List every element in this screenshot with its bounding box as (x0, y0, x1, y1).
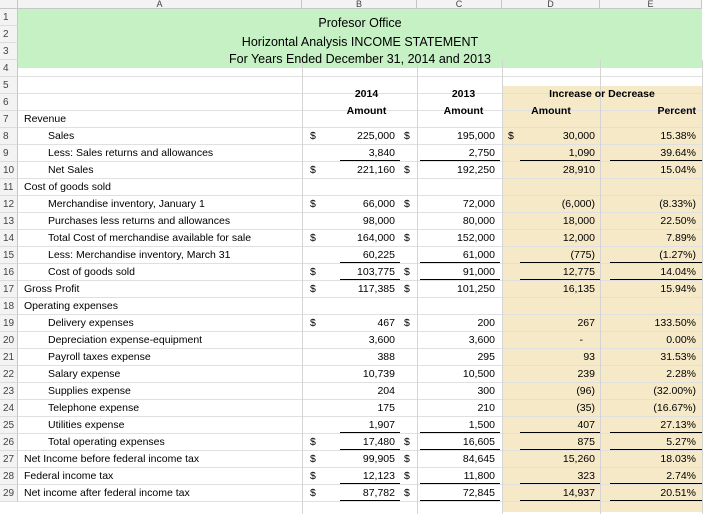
total-underline (340, 279, 400, 280)
amount-2014-cell[interactable]: 1,907 (368, 419, 395, 431)
currency-2014[interactable]: $ (310, 317, 316, 329)
row-header[interactable]: 25 (0, 417, 18, 434)
select-all-corner[interactable] (0, 0, 18, 9)
amount-2014-cell[interactable]: 204 (377, 385, 395, 397)
change-amount-cell[interactable]: 407 (577, 419, 595, 431)
amount-2014-cell[interactable]: 3,840 (368, 147, 395, 159)
column-header-d[interactable]: D (502, 0, 600, 9)
total-underline (610, 500, 702, 501)
currency-2013[interactable]: $ (404, 453, 410, 465)
amount-2013-cell[interactable]: 80,000 (462, 215, 495, 227)
row-header[interactable]: 29 (0, 485, 18, 502)
total-underline (520, 262, 600, 263)
total-underline (520, 500, 600, 501)
currency-2013[interactable]: $ (404, 470, 410, 482)
row-header[interactable]: 1 (0, 9, 18, 26)
amount-2013-cell[interactable]: 72,845 (462, 487, 495, 499)
row-header[interactable]: 16 (0, 264, 18, 281)
column-header-b[interactable]: B (302, 0, 417, 9)
amount-2013-cell[interactable]: 200 (477, 317, 495, 329)
percent-cell[interactable]: 15.38% (660, 130, 696, 142)
percent-cell[interactable]: 7.89% (666, 232, 696, 244)
row-label[interactable]: Purchases less returns and allowances (48, 215, 231, 227)
row-header[interactable]: 11 (0, 179, 18, 196)
change-amount-cell[interactable]: 16,135 (562, 283, 595, 295)
row-header[interactable]: 4 (0, 60, 18, 77)
amount-2013-cell[interactable]: 295 (477, 351, 495, 363)
row-header[interactable]: 19 (0, 315, 18, 332)
row-header[interactable]: 2 (0, 26, 18, 43)
currency-2014[interactable]: $ (310, 198, 316, 210)
percent-cell[interactable]: 15.04% (660, 164, 696, 176)
header-increase-decrease: Increase or Decrease (549, 88, 655, 100)
change-amount-cell[interactable]: (35) (576, 402, 595, 414)
change-amount-cell[interactable]: 93 (583, 351, 595, 363)
amount-2013-cell[interactable]: 10,500 (462, 368, 495, 380)
statement-title: Horizontal Analysis INCOME STATEMENT (241, 35, 479, 49)
total-underline (340, 449, 400, 450)
row-header[interactable]: 22 (0, 366, 18, 383)
currency-2014[interactable]: $ (310, 266, 316, 278)
amount-2014-cell[interactable]: 87,782 (362, 487, 395, 499)
currency-2013[interactable]: $ (404, 487, 410, 499)
row-header[interactable]: 28 (0, 468, 18, 485)
change-amount-cell[interactable]: 30,000 (562, 130, 595, 142)
currency-2014[interactable]: $ (310, 130, 316, 142)
row-label[interactable]: Federal income tax (24, 470, 114, 482)
row-header[interactable]: 26 (0, 434, 18, 451)
column-header-a[interactable]: A (18, 0, 302, 9)
amount-2013-cell[interactable]: 2,750 (468, 147, 495, 159)
row-header[interactable]: 10 (0, 162, 18, 179)
statement-period: For Years Ended December 31, 2014 and 2013 (229, 52, 491, 66)
row-label[interactable]: Merchandise inventory, January 1 (48, 198, 205, 210)
row-header[interactable]: 9 (0, 145, 18, 162)
currency-2014[interactable]: $ (310, 453, 316, 465)
row-header[interactable]: 13 (0, 213, 18, 230)
total-underline (520, 483, 600, 484)
amount-2013-cell[interactable]: 152,000 (457, 232, 495, 244)
column-header-c[interactable]: C (417, 0, 502, 9)
row-header[interactable]: 5 (0, 77, 18, 94)
change-amount-cell[interactable]: 12,775 (562, 266, 595, 278)
amount-2013-cell[interactable]: 3,600 (468, 334, 495, 346)
row-header[interactable]: 3 (0, 43, 18, 60)
amount-2013-cell[interactable]: 91,000 (462, 266, 495, 278)
amount-2013-cell[interactable]: 101,250 (457, 283, 495, 295)
amount-2013-cell[interactable]: 195,000 (457, 130, 495, 142)
currency-2014[interactable]: $ (310, 283, 316, 295)
amount-2013-cell[interactable]: 16,605 (462, 436, 495, 448)
amount-2014-cell[interactable]: 467 (377, 317, 395, 329)
row-label[interactable]: Net income after federal income tax (24, 487, 190, 499)
row-header[interactable]: 18 (0, 298, 18, 315)
total-underline (420, 279, 500, 280)
column-gridline (702, 60, 703, 514)
change-amount-cell[interactable]: 12,000 (562, 232, 595, 244)
percent-cell[interactable]: 5.27% (666, 436, 696, 448)
total-underline (520, 279, 600, 280)
currency-2014[interactable]: $ (310, 470, 316, 482)
total-underline (520, 432, 600, 433)
percent-cell[interactable]: (32.00%) (653, 385, 696, 397)
amount-2014-cell[interactable]: 164,000 (357, 232, 395, 244)
percent-cell[interactable]: (8.33%) (659, 198, 696, 210)
amount-2013-cell[interactable]: 1,500 (468, 419, 495, 431)
change-amount-cell[interactable]: - (579, 334, 583, 346)
total-underline (610, 483, 702, 484)
row-header[interactable]: 20 (0, 332, 18, 349)
amount-2014-cell[interactable]: 60,225 (362, 249, 395, 261)
percent-cell[interactable]: 0.00% (666, 334, 696, 346)
column-gridline (502, 60, 503, 514)
amount-2014-cell[interactable]: 66,000 (362, 198, 395, 210)
company-name: Profesor Office (318, 16, 402, 30)
change-amount-cell[interactable]: 267 (577, 317, 595, 329)
column-gridline (600, 60, 601, 514)
row-label[interactable]: Revenue (24, 113, 67, 125)
total-underline (420, 160, 500, 161)
row-header[interactable]: 24 (0, 400, 18, 417)
total-underline (340, 500, 400, 501)
total-underline (520, 449, 600, 450)
row-header[interactable]: 14 (0, 230, 18, 247)
amount-2013-cell[interactable]: 192,250 (457, 164, 495, 176)
currency-2013[interactable]: $ (404, 266, 410, 278)
currency-2013[interactable]: $ (404, 164, 410, 176)
row-label[interactable]: Less: Merchandise inventory, March 31 (48, 249, 231, 261)
amount-2014-cell[interactable]: 3,600 (368, 334, 395, 346)
row-label[interactable]: Depreciation expense-equipment (48, 334, 203, 346)
amount-2014-cell[interactable]: 388 (377, 351, 395, 363)
row-label[interactable]: Salary expense (48, 368, 121, 380)
percent-cell[interactable]: (1.27%) (659, 249, 696, 261)
currency-2014[interactable]: $ (310, 436, 316, 448)
total-underline (610, 279, 702, 280)
row-header[interactable]: 6 (0, 94, 18, 111)
header-amount-2013: Amount (443, 105, 484, 117)
amount-2014-cell[interactable]: 99,905 (362, 453, 395, 465)
row-label[interactable]: Cost of goods sold (24, 181, 111, 193)
currency-2013[interactable]: $ (404, 317, 410, 329)
amount-2014-cell[interactable]: 98,000 (362, 215, 395, 227)
row-label[interactable]: Telephone expense (48, 402, 140, 414)
percent-cell[interactable]: 15.94% (660, 283, 696, 295)
amount-2014-cell[interactable]: 10,739 (362, 368, 395, 380)
total-underline (340, 432, 400, 433)
row-label[interactable]: Cost of goods sold (48, 266, 135, 278)
row-label[interactable]: Less: Sales returns and allowances (48, 147, 214, 159)
percent-cell[interactable]: 27.13% (660, 419, 696, 431)
amount-2013-cell[interactable]: 61,000 (462, 249, 495, 261)
percent-cell[interactable]: 22.50% (660, 215, 696, 227)
total-underline (340, 483, 400, 484)
row-header[interactable]: 27 (0, 451, 18, 468)
percent-cell[interactable]: 39.64% (660, 147, 696, 159)
row-label[interactable]: Delivery expenses (48, 317, 134, 329)
row-header[interactable]: 8 (0, 128, 18, 145)
row-label[interactable]: Payroll taxes expense (48, 351, 151, 363)
total-underline (340, 262, 400, 263)
percent-cell[interactable]: 133.50% (654, 317, 696, 329)
row-label[interactable]: Sales (48, 130, 75, 142)
total-underline (520, 160, 600, 161)
column-gridline (302, 60, 303, 514)
amount-2014-cell[interactable]: 12,123 (362, 470, 395, 482)
row-label[interactable]: Utilities expense (48, 419, 125, 431)
row-header[interactable]: 7 (0, 111, 18, 128)
amount-2014-cell[interactable]: 17,480 (362, 436, 395, 448)
column-gridline (417, 60, 418, 514)
total-underline (420, 432, 500, 433)
amount-2014-cell[interactable]: 117,385 (357, 283, 395, 295)
amount-2013-cell[interactable]: 210 (477, 402, 495, 414)
row-label[interactable]: Net Sales (48, 164, 94, 176)
row-header[interactable]: 17 (0, 281, 18, 298)
total-underline (610, 432, 702, 433)
amount-2013-cell[interactable]: 84,645 (462, 453, 495, 465)
currency-2013[interactable]: $ (404, 130, 410, 142)
percent-cell[interactable]: (16.67%) (653, 402, 696, 414)
total-underline (420, 483, 500, 484)
currency-2014[interactable]: $ (310, 232, 316, 244)
row-header[interactable]: 23 (0, 383, 18, 400)
amount-2014-cell[interactable]: 175 (377, 402, 395, 414)
header-amount-2014: Amount (346, 105, 387, 117)
change-amount-cell[interactable]: 1,090 (568, 147, 595, 159)
amount-2014-cell[interactable]: 225,000 (357, 130, 395, 142)
row-header[interactable]: 12 (0, 196, 18, 213)
percent-cell[interactable]: 2.74% (666, 470, 696, 482)
row-label[interactable]: Total operating expenses (48, 436, 165, 448)
currency-2014[interactable]: $ (310, 164, 316, 176)
total-underline (420, 449, 500, 450)
total-underline (420, 262, 500, 263)
change-amount-cell[interactable]: (775) (570, 249, 595, 261)
percent-cell[interactable]: 20.51% (660, 487, 696, 499)
column-header-e[interactable]: E (600, 0, 702, 9)
change-amount-cell[interactable]: 14,937 (562, 487, 595, 499)
header-2013: 2013 (451, 88, 476, 100)
amount-2013-cell[interactable]: 72,000 (462, 198, 495, 210)
currency-2013[interactable]: $ (404, 283, 410, 295)
amount-2013-cell[interactable]: 300 (477, 385, 495, 397)
change-amount-cell[interactable]: (96) (576, 385, 595, 397)
header-change-amount: Amount (531, 105, 571, 117)
total-underline (610, 262, 702, 263)
total-underline (610, 160, 702, 161)
change-amount-cell[interactable]: (6,000) (561, 198, 595, 210)
row-label[interactable]: Net Income before federal income tax (24, 453, 200, 465)
header-percent: Percent (657, 105, 696, 117)
currency-2013[interactable]: $ (404, 232, 410, 244)
percent-cell[interactable]: 2.28% (666, 368, 696, 380)
change-amount-cell[interactable]: 323 (577, 470, 595, 482)
percent-cell[interactable]: 18.03% (660, 453, 696, 465)
change-amount-cell[interactable]: 875 (577, 436, 595, 448)
change-amount-cell[interactable]: 28,910 (562, 164, 595, 176)
row-label[interactable]: Supplies expense (48, 385, 131, 397)
currency-2014[interactable]: $ (310, 487, 316, 499)
change-amount-cell[interactable]: 239 (577, 368, 595, 380)
total-underline (420, 500, 500, 501)
total-underline (610, 449, 702, 450)
currency-2013[interactable]: $ (404, 436, 410, 448)
amount-2014-cell[interactable]: 221,160 (357, 164, 395, 176)
percent-cell[interactable]: 31.53% (660, 351, 696, 363)
header-2014: 2014 (354, 88, 379, 100)
row-label[interactable]: Total Cost of merchandise available for sale (48, 232, 252, 244)
total-underline (340, 160, 400, 161)
row-label[interactable]: Gross Profit (24, 283, 80, 295)
percent-cell[interactable]: 14.04% (660, 266, 696, 278)
row-header[interactable]: 21 (0, 349, 18, 366)
row-label[interactable]: Operating expenses (24, 300, 118, 312)
amount-2013-cell[interactable]: 11,800 (463, 470, 495, 482)
currency-2013[interactable]: $ (404, 198, 410, 210)
change-amount-cell[interactable]: 18,000 (562, 215, 595, 227)
amount-2014-cell[interactable]: 103,775 (357, 266, 395, 278)
row-header[interactable]: 15 (0, 247, 18, 264)
change-amount-cell[interactable]: 15,260 (562, 453, 595, 465)
currency-change[interactable]: $ (508, 130, 514, 142)
